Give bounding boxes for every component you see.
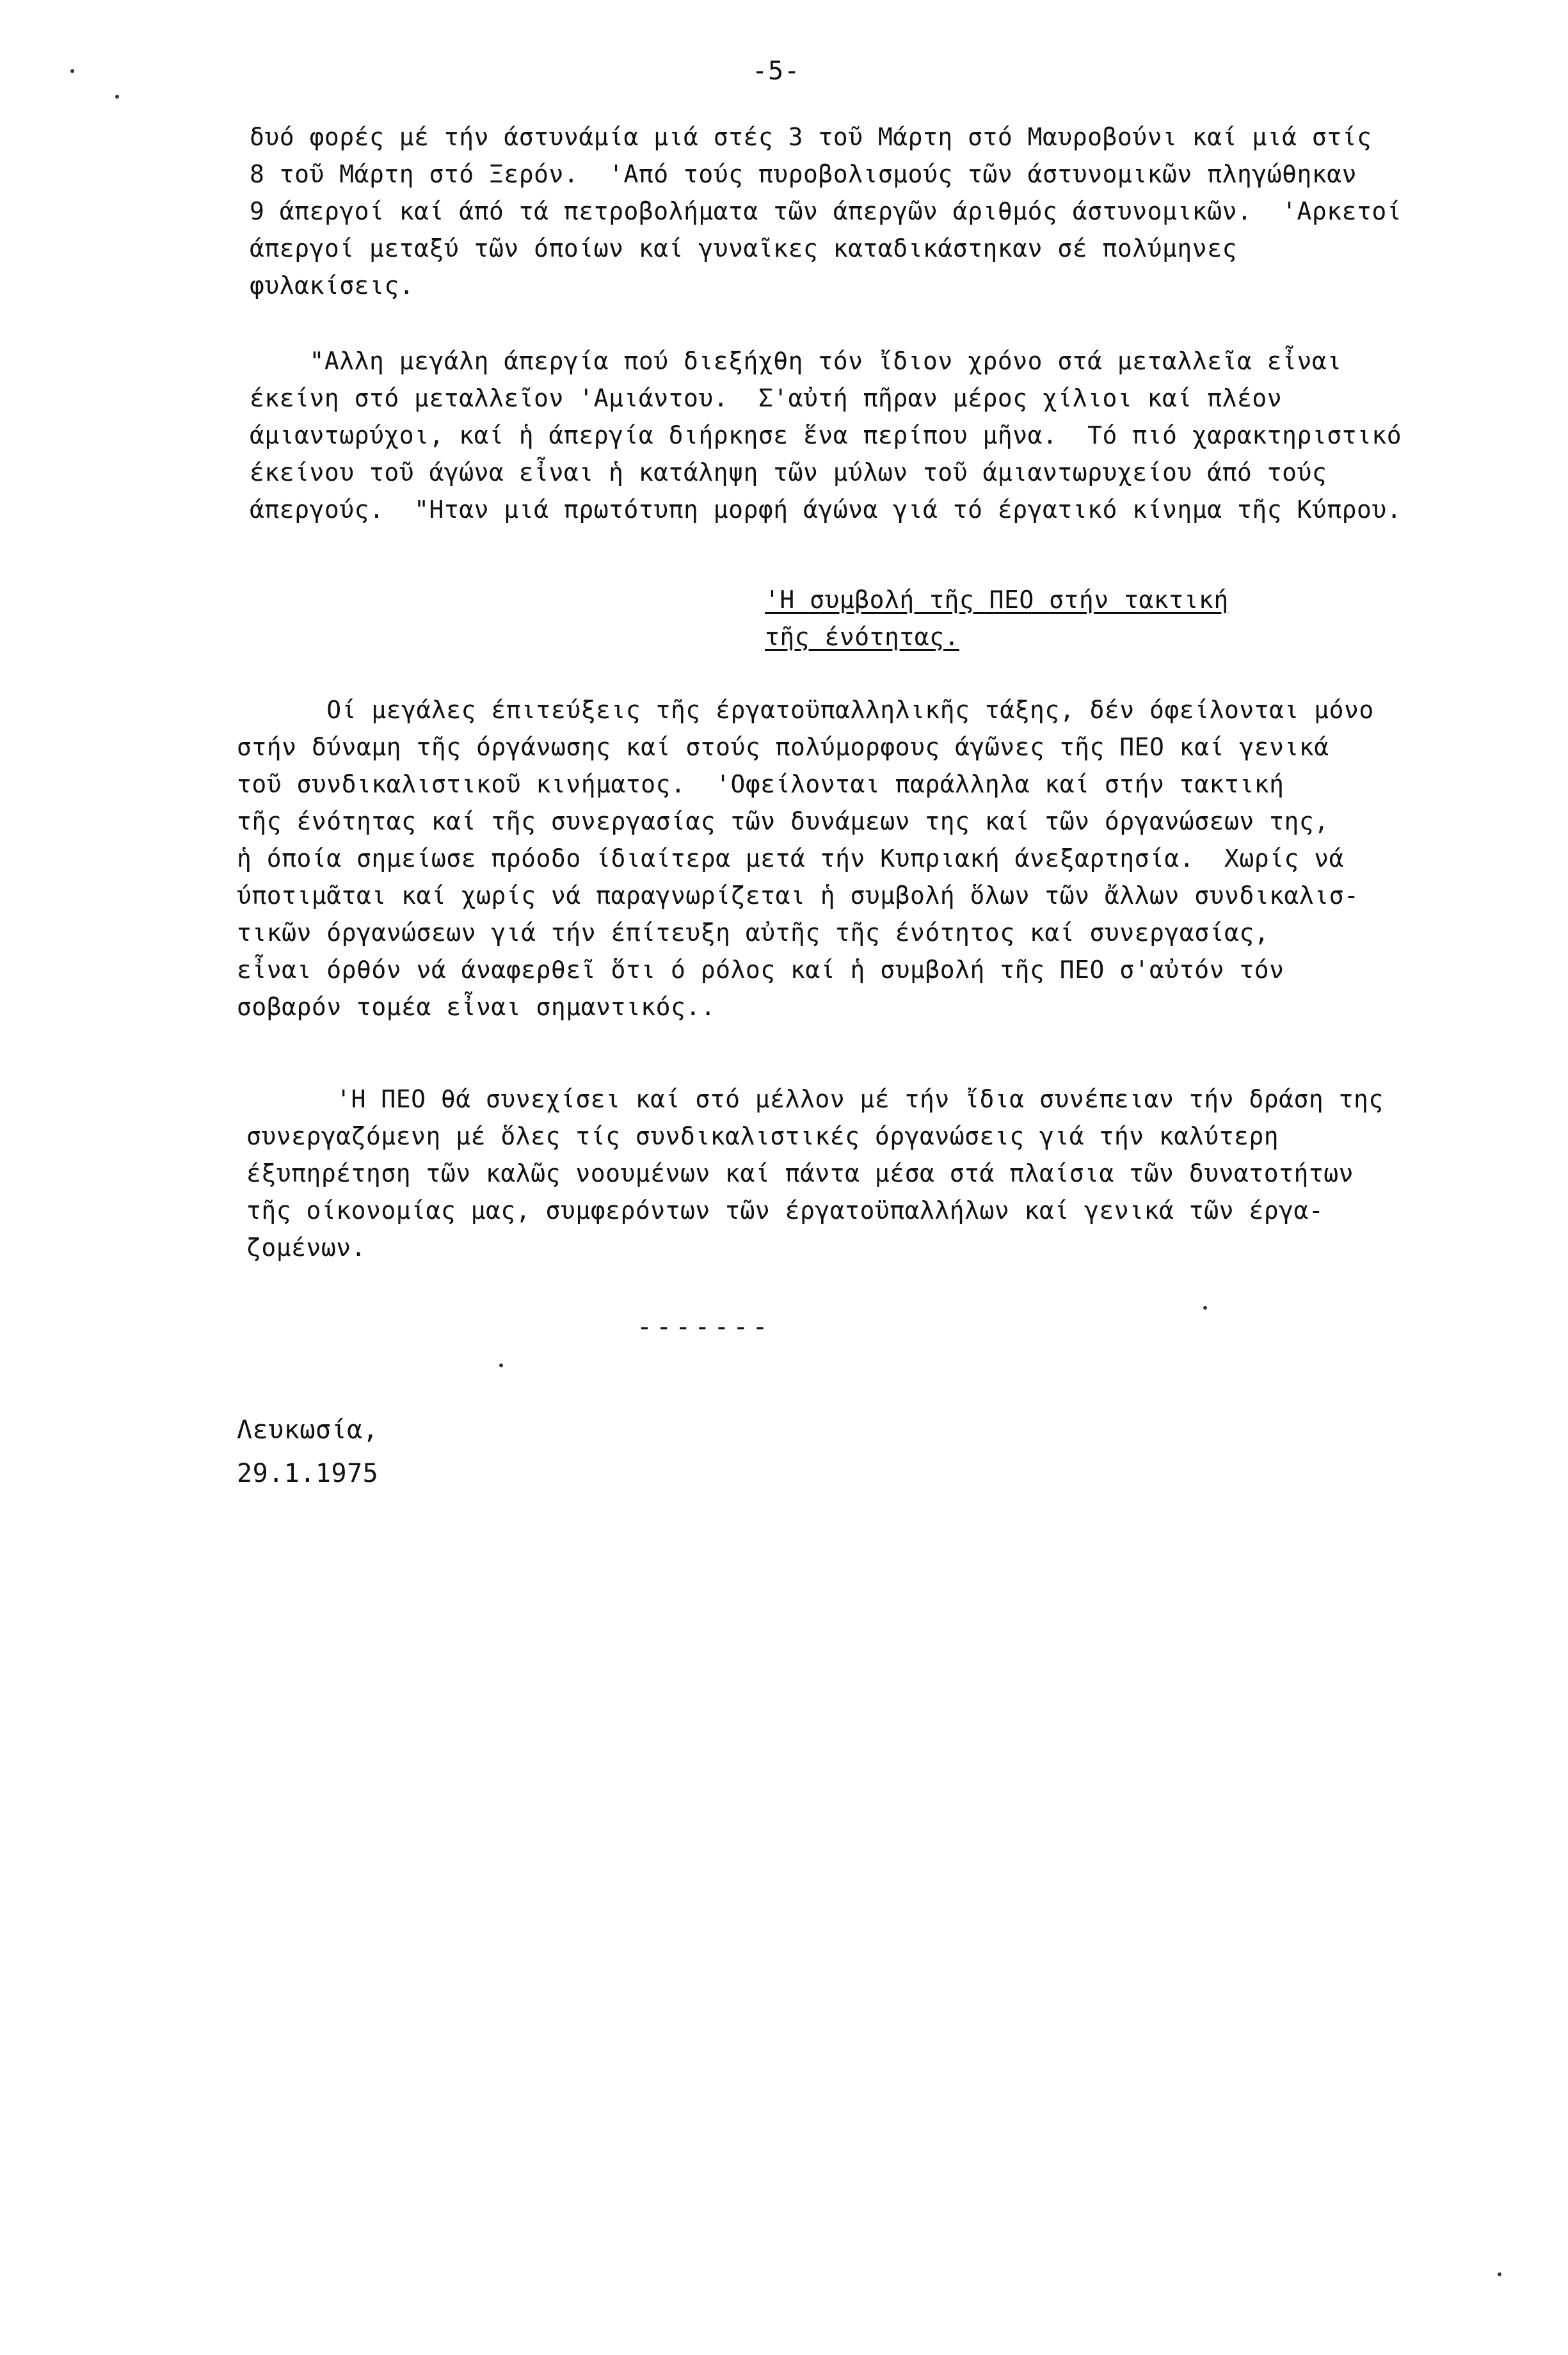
text-line: ἡ όποία σημείωσε πρόοδο ίδιαίτερα μετά τήν Κυπριακή άνεξαρτησία. Χωρίς νά: [237, 844, 1344, 872]
text-line: φυλακίσεις.: [250, 271, 415, 300]
scan-speck: [115, 95, 119, 99]
scan-speck: [499, 1363, 503, 1367]
text-line: έξυπηρέτηση τῶν καλῶς νοουμένων καί πάντα μέσα στά πλαίσια τῶν δυνατοτήτων: [246, 1159, 1354, 1187]
text-line: έκείνη στό μεταλλεῖον 'Αμιάντου. Σ'αὐτή πῆραν μέρος χίλιοι καί πλέον: [250, 384, 1283, 412]
text-line: άπεργούς. "Ηταν μιά πρωτότυπη μορφή άγώνα γιά τό έργατικό κίνημα τῆς Κύπρου.: [250, 495, 1402, 524]
text-line: 8 τοῦ Μάρτη στό Ξερόν. 'Από τούς πυροβολισμούς τῶν άστυνομικῶν πληγώθηκαν: [250, 160, 1357, 188]
scan-speck: [1498, 2272, 1501, 2276]
scan-speck: [1203, 1306, 1207, 1310]
paragraph-unity-achievements: [237, 691, 1510, 1025]
text-line: σοβαρόν τομέα εἶναι σημαντικός..: [237, 993, 716, 1021]
section-heading: [765, 581, 1229, 655]
text-line: δυό φορές μέ τήν άστυνάμία μιά στές 3 τοῦ Μάρτη στό Μαυροβούνι καί μιά στίς: [250, 123, 1372, 151]
text-line: Οί μεγάλες έπιτεύξεις τῆς έργατοϋπαλληλικῆς τάξης, δέν όφείλονται μόνο: [237, 696, 1374, 724]
text-line: έκείνου τοῦ άγώνα εἶναι ἡ κατάληψη τῶν μύλων τοῦ άμιαντωρυχείου άπό τούς: [250, 458, 1327, 486]
scan-speck: [70, 69, 74, 73]
text-line: τῆς οίκονομίας μας, συμφερόντων τῶν έργατοϋπαλλήλων καί γενικά τῶν έργα-: [246, 1196, 1324, 1225]
signoff: [237, 1408, 378, 1495]
heading-line: 'Η συμβολή τῆς ΠΕΟ στήν τακτική: [765, 586, 1229, 614]
text-line: άπεργοί μεταξύ τῶν όποίων καί γυναῖκες καταδικάστηκαν σέ πολύμηνες: [250, 234, 1237, 262]
signoff-date: 29.1.1975: [237, 1459, 379, 1488]
text-line: άμιαντωρύχοι, καί ἡ άπεργία διήρκησε ἕνα περίπου μῆνα. Τό πιό χαρακτηριστικό: [250, 421, 1402, 449]
text-line: τικῶν όργανώσεων γιά τήν έπίτευξη αὐτῆς τῆς ένότητος καί συνεργασίας,: [237, 919, 1270, 947]
text-line: συνεργαζόμενη μέ ὅλες τίς συνδικαλιστικές όργανώσεις γιά τήν καλύτερη: [246, 1122, 1279, 1150]
text-line: 'Η ΠΕΟ θά συνεχίσει καί στό μέλλον μέ τήν ἴδια συνέπειαν τήν δράση της: [246, 1085, 1384, 1113]
paragraph-amiantos-strike: [250, 342, 1504, 528]
text-line: 9 άπεργοί καί άπό τά πετροβολήματα τῶν άπεργῶν άριθμός άστυνομικῶν. 'Αρκετοί: [250, 197, 1402, 225]
paragraph-strikes-police: [250, 118, 1504, 304]
paragraph-future-action: [246, 1081, 1510, 1266]
page-number: -5-: [752, 56, 801, 86]
text-line: τῆς ένότητας καί τῆς συνεργασίας τῶν δυνάμεων της καί τῶν όργανώσεων της,: [237, 807, 1329, 835]
text-line: τοῦ συνδικαλιστικοῦ κινήματος. 'Οφείλονται παράλληλα καί στήν τακτική: [237, 770, 1284, 798]
text-line: στήν δύναμη τῆς όργάνωσης καί στούς πολύμορφους άγῶνες τῆς ΠΕΟ καί γενικά: [237, 733, 1329, 761]
signoff-place: Λευκωσία,: [237, 1415, 379, 1445]
text-line: "Αλλη μεγάλη άπεργία πού διεξήχθη τόν ἴδιον χρόνο στά μεταλλεῖα εἶναι: [250, 347, 1342, 375]
text-line: εἶναι όρθόν νά άναφερθεῖ ὅτι ό ρόλος καί ἡ συμβολή τῆς ΠΕΟ σ'αὐτόν τόν: [237, 956, 1284, 984]
section-separator: -------: [637, 1312, 772, 1342]
heading-line: τῆς ένότητας.: [765, 623, 959, 651]
text-line: ζομένων.: [246, 1234, 367, 1262]
text-line: ύποτιμᾶται καί χωρίς νά παραγνωρίζεται ἡ συμβολή ὅλων τῶν ἄλλων συνδικαλισ-: [237, 881, 1359, 910]
